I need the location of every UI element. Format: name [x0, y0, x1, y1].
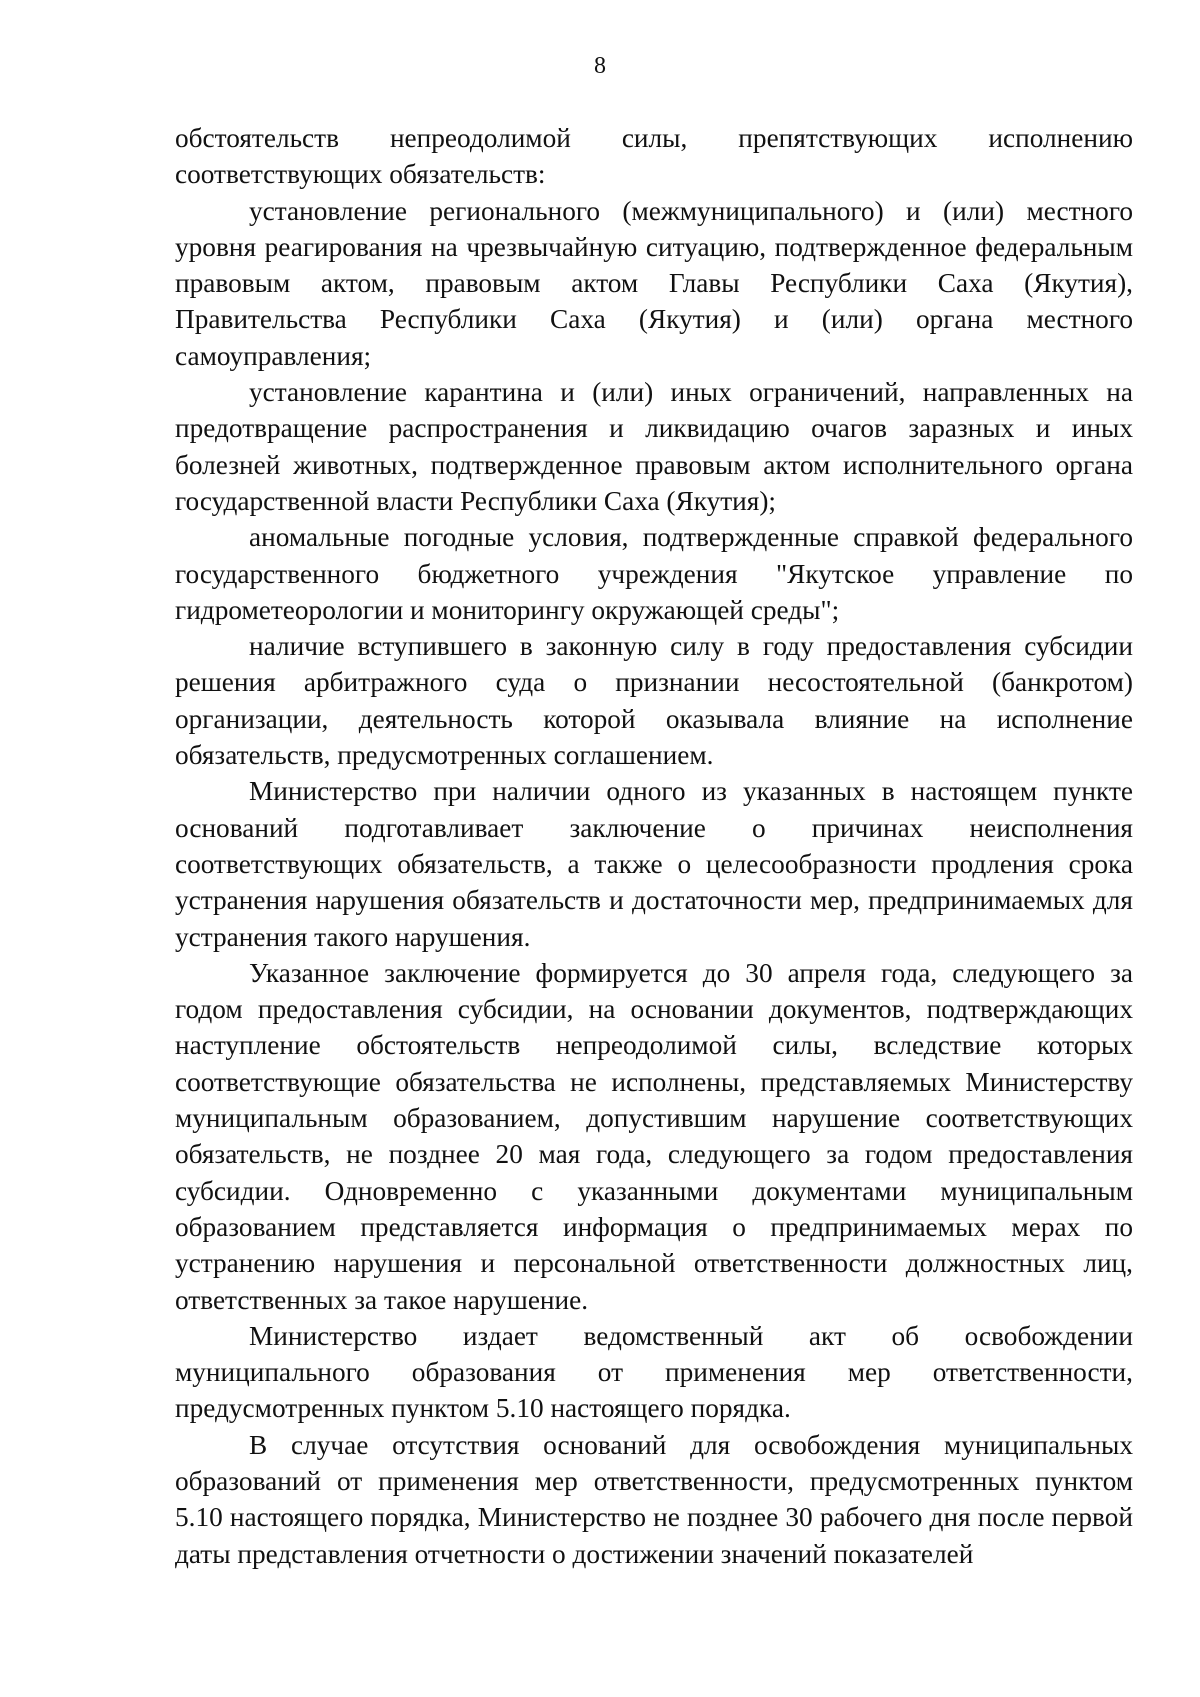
paragraph-ministry-conclusion: Министерство при наличии одного из указанных в настоящем пункте оснований подготавливает заключение о причинах неисполнения соответствующих обязательств, а также о целесообразности продления срока устранения нарушения обязательств и достаточности мер, предпринимаемых для устранения такого нарушения. [175, 776, 1133, 952]
paragraph-weather-conditions: аномальные погодные условия, подтвержденные справкой федерального государственного бюджетного учреждения "Якутское управление по гидрометеорологии и мониторингу окружающей среды"; [175, 522, 1133, 625]
paragraph-quarantine: установление карантина и (или) иных ограничений, направленных на предотвращение распространения и ликвидацию очагов заразных и иных болезней животных, подтвержденное правовым актом исполнительного органа государственной власти Республики Саха (Якутия); [175, 377, 1133, 516]
paragraph-continuation: обстоятельств непреодолимой силы, препятствующих исполнению соответствующих обязательств: [175, 123, 1133, 190]
paragraph-emergency-response: установление регионального (межмуниципального) и (или) местного уровня реагирования на чрезвычайную ситуацию, подтвержденное федеральным правовым актом, правовым актом Главы Республики Саха (Якутия), Правительства Республики Саха (Якутия) и (или) органа местного самоуправления; [175, 195, 1133, 371]
paragraph-ministry-act: Министерство издает ведомственный акт об освобождении муниципального образования от применения мер ответственности, предусмотренных пунктом 5.10 настоящего порядка. [175, 1320, 1133, 1424]
paragraph-bankruptcy: наличие вступившего в законную силу в году предоставления субсидии решения арбитражного суда о признании несостоятельной (банкротом) организации, деятельность которой оказывала влияние на исполнение обязательств, предусмотренных соглашением. [175, 631, 1133, 771]
paragraph-conclusion-deadline: Указанное заключение формируется до 30 апреля года, следующего за годом предоставления субсидии, на основании документов, подтверждающих наступление обстоятельств непреодолимой силы, вследствие которых соответствующие обязательства не исполнены, представляемых Министерству муниципальным образованием, допустившим нарушение соответствующих обязательств, не позднее 20 мая года, следующего за годом предоставления субсидии. Одновременно с указанными документами муниципальным образованием представляется информация о предпринимаемых мерах по устранению нарушения и персональной ответственности должностных лиц, ответственных за такое нарушение. [175, 957, 1133, 1315]
page-number: 8 [594, 53, 606, 79]
document-body [175, 120, 1133, 1572]
paragraph-no-grounds: В случае отсутствия оснований для освобождения муниципальных образований от применения мер ответственности, предусмотренных пунктом 5.10 настоящего порядка, Министерство не позднее 30 рабочего дня после первой даты представления отчетности о достижении значений показателей [175, 1429, 1133, 1569]
